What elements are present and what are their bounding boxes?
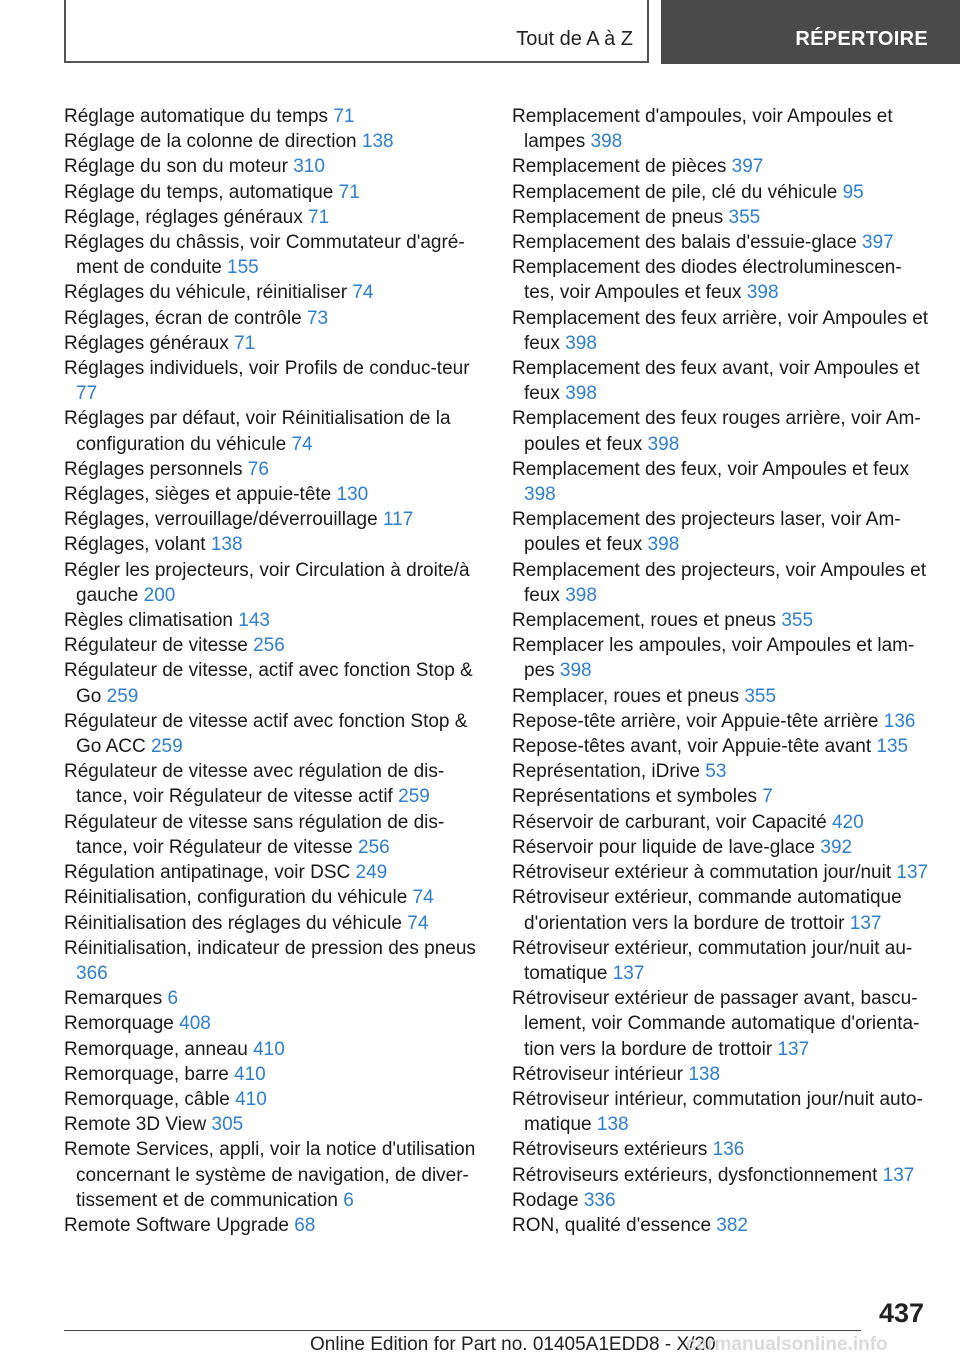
page-reference-link[interactable]: 137 xyxy=(612,962,645,984)
index-entry-text: Réglages, verrouillage/déverrouillage xyxy=(64,509,378,531)
page-number: 437 xyxy=(878,1298,924,1328)
index-entry-text: Rétroviseur intérieur xyxy=(512,1063,684,1085)
index-entry xyxy=(64,1062,478,1087)
index-entry-text: Régulateur de vitesse xyxy=(64,635,248,657)
index-entry-text: Réglages du véhicule, réinitialiser xyxy=(64,282,348,304)
index-entry-text: Réglages du châssis, voir Commutateur d'agré‐ment de conduite xyxy=(64,232,465,279)
page-reference-link[interactable]: 398 xyxy=(565,383,597,405)
index-entry-text: RON, qualité d'essence xyxy=(512,1214,712,1236)
index-entry-text: Repose-têtes avant, voir Appuie-tête avant xyxy=(512,736,872,758)
page-reference-link[interactable]: 6 xyxy=(343,1189,354,1211)
index-entry xyxy=(512,356,930,406)
index-entry-text: Remplacement des projecteurs laser, voir Am‐poules et feux xyxy=(512,509,901,556)
index-entry xyxy=(512,885,930,935)
page-reference-link[interactable]: 410 xyxy=(235,1088,267,1110)
page-reference-link[interactable]: 138 xyxy=(596,1114,629,1136)
index-entry-text: Réglages individuels, voir Profils de conduc‐teur xyxy=(64,358,470,380)
index-entry-text: Réinitialisation, configuration du véhicule xyxy=(64,887,408,909)
index-entry xyxy=(64,608,478,633)
index-entry-text: Remplacer, roues et pneus xyxy=(512,685,740,707)
index-entry xyxy=(512,633,930,683)
index-entry xyxy=(512,230,930,255)
page-reference-link[interactable]: 136 xyxy=(712,1139,745,1161)
page-reference-link[interactable]: 74 xyxy=(291,433,313,455)
page-reference-link[interactable]: 71 xyxy=(308,206,330,228)
index-entry xyxy=(64,406,478,456)
index-entry xyxy=(64,532,478,557)
index-entry xyxy=(64,180,478,205)
index-entry xyxy=(64,633,478,658)
page-reference-link[interactable]: 138 xyxy=(361,131,394,153)
page-reference-link[interactable]: 137 xyxy=(896,862,929,884)
index-entry-text: Remplacement des feux, voir Ampoules et feux xyxy=(512,458,910,480)
index-entry-text: Rodage xyxy=(512,1189,579,1211)
index-entry-text: Régulateur de vitesse sans régulation de dis‐tance, voir Régulateur de vitesse xyxy=(64,811,445,858)
page-reference-link[interactable]: 398 xyxy=(647,534,680,556)
index-entry-text: Rétroviseur extérieur à commutation jour/nuit xyxy=(512,862,892,884)
index-entry-text: Régulateur de vitesse avec régulation de dis‐tance, voir Régulateur de vitesse actif xyxy=(64,761,445,808)
page-reference-link[interactable]: 397 xyxy=(731,156,764,178)
index-entry-text: Réglages par défaut, voir Réinitialisation de la configuration du véhicule xyxy=(64,408,451,455)
index-entry xyxy=(64,1137,478,1213)
index-entry xyxy=(512,1087,930,1137)
page-reference-link[interactable]: 398 xyxy=(565,584,597,606)
page-reference-link[interactable]: 77 xyxy=(76,383,98,405)
page-reference-link[interactable]: 95 xyxy=(842,181,864,203)
index-entry-text: Régulateur de vitesse actif avec fonction Stop & Go ACC xyxy=(64,710,468,758)
page-reference-link[interactable]: 74 xyxy=(407,912,429,934)
index-entry xyxy=(512,936,930,986)
index-entry xyxy=(512,205,930,230)
index-entry-text: Représentation, iDrive xyxy=(512,761,700,783)
index-entry-text: Réglages, sièges et appuie-tête xyxy=(64,484,332,506)
index-entry xyxy=(64,457,478,482)
page-reference-link[interactable]: 355 xyxy=(728,206,761,228)
page-reference-link[interactable]: 336 xyxy=(583,1189,616,1211)
index-entry xyxy=(512,759,930,784)
index-entry xyxy=(64,104,478,129)
index-entry xyxy=(64,860,478,885)
index-entry-text: Remarques xyxy=(64,988,163,1010)
page-reference-link[interactable]: 398 xyxy=(524,484,556,506)
index-entry xyxy=(64,1037,478,1062)
page-reference-link[interactable]: 71 xyxy=(333,106,355,127)
page-reference-link[interactable]: 305 xyxy=(211,1114,244,1136)
index-entry-text: Remplacement des projecteurs, voir Ampoules et feux xyxy=(512,559,926,606)
index-entry xyxy=(64,759,478,809)
index-entry-text: Réinitialisation des réglages du véhicule xyxy=(64,912,402,934)
index-entry xyxy=(512,558,930,608)
index-entry-text: Réglage, réglages généraux xyxy=(64,206,303,228)
index-entry xyxy=(512,406,930,456)
index-entry xyxy=(512,104,930,154)
index-entry-text: Remplacement des diodes électroluminescen‐tes, voir Ampoules et feux xyxy=(512,257,902,304)
page-reference-link[interactable]: 256 xyxy=(253,635,285,657)
index-entry xyxy=(512,457,930,507)
page-reference-link[interactable]: 410 xyxy=(234,1063,266,1085)
index-entry-text: Représentations et symboles xyxy=(512,786,758,808)
page-reference-link[interactable]: 310 xyxy=(293,156,325,178)
index-entry-text: Rétroviseurs extérieurs xyxy=(512,1139,708,1161)
index-entry xyxy=(512,255,930,305)
index-entry xyxy=(512,684,930,709)
page-reference-link[interactable]: 355 xyxy=(781,610,814,632)
index-entry xyxy=(512,1163,930,1188)
index-entry xyxy=(64,936,478,986)
index-entry-text: Réglage automatique du temps xyxy=(64,106,329,127)
page-reference-link[interactable]: 397 xyxy=(862,232,894,254)
index-entry-text: Réservoir de carburant, voir Capacité xyxy=(512,811,827,833)
page-reference-link[interactable]: 135 xyxy=(876,736,909,758)
index-entry-text: Remorquage, anneau xyxy=(64,1038,248,1060)
index-entry xyxy=(512,734,930,759)
index-entry-text: Régler les projecteurs, voir Circulation à droite/à gauche xyxy=(64,559,470,606)
index-entry-text: Rétroviseur extérieur, commutation jour/nuit au‐tomatique xyxy=(512,937,913,984)
index-entry-text: Règles climatisation xyxy=(64,610,233,632)
index-entry xyxy=(64,911,478,936)
index-entry-text: Remote 3D View xyxy=(64,1114,207,1136)
page-reference-link[interactable]: 408 xyxy=(179,1013,211,1035)
page-reference-link[interactable]: 392 xyxy=(820,836,853,858)
page-reference-link[interactable]: 73 xyxy=(306,307,329,329)
index-entry-text: Rétroviseur extérieur de passager avant, bascu‐lement, voir Commande automatique d'orienta‐tion vers la bordure de trottoir xyxy=(512,988,920,1060)
page-reference-link[interactable]: 398 xyxy=(565,332,597,354)
index-entry xyxy=(64,280,478,305)
page-reference-link[interactable]: 200 xyxy=(143,584,176,606)
index-entry-text: Rétroviseurs extérieurs, dysfonctionnement xyxy=(512,1164,878,1186)
page-reference-link[interactable]: 382 xyxy=(716,1214,748,1236)
header-tab-label: Tout de A à Z xyxy=(516,28,633,50)
page-reference-link[interactable]: 259 xyxy=(398,786,430,808)
index-entry xyxy=(64,205,478,230)
index-entry xyxy=(512,608,930,633)
index-entry xyxy=(64,885,478,910)
index-entry-text: Réglages, volant xyxy=(64,534,206,556)
page-reference-link[interactable]: 117 xyxy=(382,509,414,531)
page-reference-link[interactable]: 137 xyxy=(882,1164,915,1186)
index-entry-text: Réglage du temps, automatique xyxy=(64,181,334,203)
index-entry xyxy=(512,180,930,205)
page-reference-link[interactable]: 398 xyxy=(590,131,623,153)
index-entry-text: Réglages, écran de contrôle xyxy=(64,307,302,329)
page-reference-link[interactable]: 137 xyxy=(849,912,882,934)
page-reference-link[interactable]: 155 xyxy=(227,257,259,279)
page-reference-link[interactable]: 130 xyxy=(336,484,369,506)
index-entry-text: Remorquage, barre xyxy=(64,1063,229,1085)
footer-divider xyxy=(64,1330,861,1331)
page-reference-link[interactable]: 7 xyxy=(762,786,773,808)
index-entry-text: Rétroviseur intérieur, commutation jour/nuit auto‐matique xyxy=(512,1088,923,1136)
page-reference-link[interactable]: 398 xyxy=(746,282,779,304)
index-entry xyxy=(64,1112,478,1137)
page-reference-link[interactable]: 6 xyxy=(167,988,179,1010)
index-entry-text: Réglage du son du moteur xyxy=(64,156,288,178)
index-entry-text: Réglages généraux xyxy=(64,332,229,354)
index-entry-text: Remplacement des feux avant, voir Ampoules et feux xyxy=(512,358,920,405)
page-reference-link[interactable]: 143 xyxy=(238,610,270,632)
page-reference-link[interactable]: 366 xyxy=(76,962,108,984)
index-entry xyxy=(64,331,478,356)
page-reference-link[interactable]: 259 xyxy=(106,685,139,707)
index-entry-text: Remplacement des feux rouges arrière, voir Am‐poules et feux xyxy=(512,408,921,455)
index-entry xyxy=(64,230,478,280)
index-entry-text: Remplacement des balais d'essuie-glace xyxy=(512,232,857,254)
index-entry xyxy=(512,1062,930,1087)
index-entry xyxy=(64,810,478,860)
index-entry xyxy=(64,129,478,154)
index-entry-text: Remplacement, roues et pneus xyxy=(512,610,777,632)
section-title: RÉPERTOIRE xyxy=(795,28,928,50)
index-entry xyxy=(64,658,478,708)
page-reference-link[interactable]: 68 xyxy=(294,1214,316,1236)
index-entry-text: Réservoir pour liquide de lave-glace xyxy=(512,836,816,858)
index-entry-text: Remplacement de pièces xyxy=(512,156,727,178)
page-reference-link[interactable]: 71 xyxy=(234,332,256,354)
index-entry-text: Remorquage xyxy=(64,1013,174,1035)
index-entry-text: Remplacement des feux arrière, voir Ampoules et feux xyxy=(512,307,929,354)
index-entry-text: Réglage de la colonne de direction xyxy=(64,131,357,153)
index-entry xyxy=(512,810,930,835)
index-column-left xyxy=(64,104,478,1238)
index-entry-text: Remote Services, appli, voir la notice d'utilisation concernant le système de navigation, de diver‐tissement et de communication xyxy=(64,1139,476,1211)
index-entry-text: Remplacer les ampoules, voir Ampoules et lam‐pes xyxy=(512,635,915,682)
index-entry-text: Remplacement d'ampoules, voir Ampoules et lampes xyxy=(512,106,893,153)
index-entry xyxy=(512,306,930,356)
index-entry-text: Régulateur de vitesse, actif avec fonction Stop & Go xyxy=(64,660,473,707)
page-reference-link[interactable]: 256 xyxy=(358,836,390,858)
index-entry xyxy=(64,507,478,532)
index-entry xyxy=(512,784,930,809)
index-entry-text: Repose-tête arrière, voir Appuie-tête arrière xyxy=(512,710,879,732)
page-reference-link[interactable]: 249 xyxy=(355,862,388,884)
index-entry xyxy=(512,1137,930,1162)
index-entry xyxy=(512,860,930,885)
index-entry xyxy=(512,709,930,734)
page-reference-link[interactable]: 53 xyxy=(705,761,727,783)
index-entry-text: Remote Software Upgrade xyxy=(64,1214,289,1236)
index-entry-text: Régulation antipatinage, voir DSC xyxy=(64,862,351,884)
page-reference-link[interactable]: 410 xyxy=(253,1038,285,1060)
index-entry xyxy=(512,154,930,179)
index-entry-text: Remplacement de pneus xyxy=(512,206,724,228)
index-entry xyxy=(512,835,930,860)
page-reference-link[interactable]: 398 xyxy=(647,433,680,455)
page-reference-link[interactable]: 74 xyxy=(412,887,434,909)
page-reference-link[interactable]: 398 xyxy=(559,660,592,682)
page-reference-link[interactable]: 355 xyxy=(744,685,777,707)
index-column-right xyxy=(512,104,930,1238)
page-reference-link[interactable]: 138 xyxy=(210,534,243,556)
index-entry xyxy=(64,154,478,179)
watermark: carmanualsonline.info xyxy=(686,1334,888,1355)
index-entry-text: Remorquage, câble xyxy=(64,1088,230,1110)
page-reference-link[interactable]: 71 xyxy=(338,181,360,203)
index-entry xyxy=(512,1213,930,1238)
index-entry xyxy=(64,558,478,608)
page-reference-link[interactable]: 76 xyxy=(247,458,269,480)
index-entry xyxy=(512,986,930,1062)
index-entry-text: Réglages personnels xyxy=(64,458,243,480)
page-reference-link[interactable]: 137 xyxy=(777,1038,810,1060)
index-entry xyxy=(64,1087,478,1112)
page-reference-link[interactable]: 420 xyxy=(831,811,864,833)
page-reference-link[interactable]: 138 xyxy=(688,1063,721,1085)
header-section xyxy=(661,0,960,64)
index-entry xyxy=(64,482,478,507)
index-entry xyxy=(64,1011,478,1036)
header-tab xyxy=(64,0,649,63)
index-entry-text: Rétroviseur extérieur, commande automatique d'orientation vers la bordure de trottoir xyxy=(512,887,902,934)
index-entry xyxy=(64,1213,478,1238)
page-reference-link[interactable]: 136 xyxy=(883,710,916,732)
page-reference-link[interactable]: 74 xyxy=(352,282,374,304)
index-entry xyxy=(64,356,478,406)
page-reference-link[interactable]: 259 xyxy=(150,736,183,758)
index-entry-text: Remplacement de pile, clé du véhicule xyxy=(512,181,838,203)
index-entry xyxy=(512,507,930,557)
index-entry xyxy=(64,306,478,331)
index-entry xyxy=(512,1188,930,1213)
index-entry xyxy=(64,709,478,759)
index-entry-text: Réinitialisation, indicateur de pression des pneus xyxy=(64,937,476,959)
footer-edition: Online Edition for Part no. 01405A1EDD8 - X/20 xyxy=(310,1334,716,1355)
index-entry xyxy=(64,986,478,1011)
